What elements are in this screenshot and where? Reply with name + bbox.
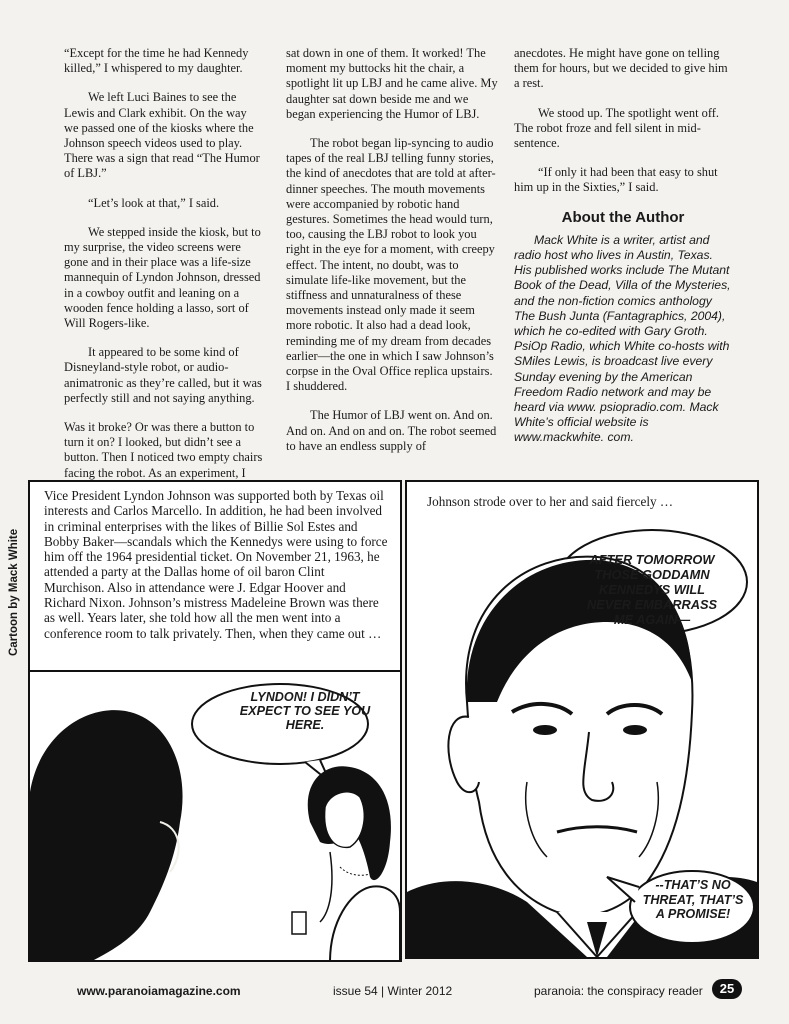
footer-issue: issue 54 | Winter 2012 <box>333 984 453 998</box>
paragraph: “Except for the time he had Kennedy killed,” I whispered to my daughter. <box>64 46 249 76</box>
footer-magazine-name: paranoia: the conspiracy reader <box>534 984 703 998</box>
article-column-3 <box>514 46 732 446</box>
about-author-body: Mack White is a writer, artist and radio host who lives in Austin, Texas. His published works include The Mutant Book of the Dead, Villa of the Mysteries, and the non-fiction comics anthology The Bush Junta (Fantagraphics, 2004), which he co-edited with Gary Groth. PsiOp Radio, which White co-hosts with SMiles Lewis, is broadcast live every Sunday evening by the American Freedom Radio network and may be heard via www. psiopradio.com. Mack White’s official website is www.mackwhite. com. <box>514 232 731 445</box>
footer-website[interactable]: www.paranoiamagazine.com <box>77 984 241 998</box>
speech-lbj-2: --THAT’S NO THREAT, THAT’S A PROMISE! <box>642 878 744 921</box>
speech-lbj-1: AFTER TOMORROW THOSE GODDAMN KENNEDYS WILL NEVER EMBARRASS ME AGAIN— <box>586 552 718 627</box>
page-number: 25 <box>712 979 742 999</box>
paragraph: sat down in one of them. It worked! The moment my buttocks hit the chair, a spotlight lit up LBJ and he came alive. My daughter sat down beside me and we began experiencing the Humor of LBJ. <box>286 46 498 121</box>
paragraph: The robot began lip-syncing to audio tapes of the real LBJ telling funny stories, the kind of anecdotes that are told at after-dinner speeches. The mouth movements were accompanied by robotic hand gestures. Sometimes the head would turn, too, causing the LBJ robot to look you right in the eye for a moment, with creepy effect. The intent, no doubt, was to simulate life-like movement, but the stiffness and unnaturalness of these movements instead only made it seem more robotic. It also had a dead look, reminding me of my dream from decades earlier—the one in which I saw Johnson’s corpse in the Oval Office replica upstairs. I shuddered. <box>286 136 496 394</box>
comic-panel-right <box>405 480 759 959</box>
paragraph: The Humor of LBJ went on. And on. And on. And on and on. The robot seemed to have an endless supply of <box>286 408 497 453</box>
paragraph: We stood up. The spotlight went off. The robot froze and fell silent in mid-sentence. <box>514 105 719 151</box>
paragraph: “Let’s look at that,” I said. <box>88 195 220 210</box>
glass-icon <box>292 912 306 934</box>
lbj-silhouette <box>30 710 183 962</box>
article-column-1 <box>64 46 264 495</box>
paragraph: anecdotes. He might have gone on telling them for hours, but we decided to give him a rest. <box>514 46 728 91</box>
comic-panel-left <box>28 480 402 962</box>
woman-face <box>325 792 365 848</box>
paragraph: Was it broke? Or was there a button to turn it on? I looked, but didn’t see a button. Then I noticed two empty chairs facing the robot. As an experiment, I <box>64 420 263 480</box>
cartoon-credit <box>6 500 22 660</box>
paragraph: We left Luci Baines to see the Lewis and Clark exhibit. On the way we passed one of the kiosks where the Johnson speech videos used to play. There was a sign that read “The Humor of LBJ.” <box>64 90 260 181</box>
paragraph: It appeared to be some kind of Disneyland-style robot, or audio-animatronic as they’re called, but it was perfectly still and not saying anything. <box>64 345 262 405</box>
narration-caption: Johnson strode over to her and said fiercely … <box>427 494 674 509</box>
about-author-heading: About the Author <box>561 208 685 226</box>
paragraph: “If only it had been that easy to shut him up in the Sixties,” I said. <box>514 165 718 195</box>
narration-box: Vice President Lyndon Johnson was supported both by Texas oil interests and Carlos Marcello. In addition, he had been involved in criminal enterprises with the likes of Billie Sol Estes and Bobby Baker—scandals which the Kennedys were using to force him off the 1964 presidential ticket. On November 21, 1963, he attended a party at the Dallas home of oil baron Clint Murchison. Also in attendance were J. Edgar Hoover and Richard Nixon. Johnson’s mistress Madeleine Brown was there as well. Years later, she told how all the men went into a conference room to talk privately. Then, when they came out … <box>44 488 388 641</box>
speech-woman: LYNDON! I DIDN’T EXPECT TO SEE YOU HERE. <box>239 690 371 732</box>
article-column-2 <box>286 46 498 468</box>
cartoon-credit-label: Cartoon by Mack White <box>8 528 20 656</box>
paragraph: We stepped inside the kiosk, but to my surprise, the video screens were gone and in their place was a life-size mannequin of Lyndon Johnson, dressed in a cowboy outfit and leaning on a wooden fence holding a lasso, sort of Will Rogers-like. <box>64 224 261 331</box>
